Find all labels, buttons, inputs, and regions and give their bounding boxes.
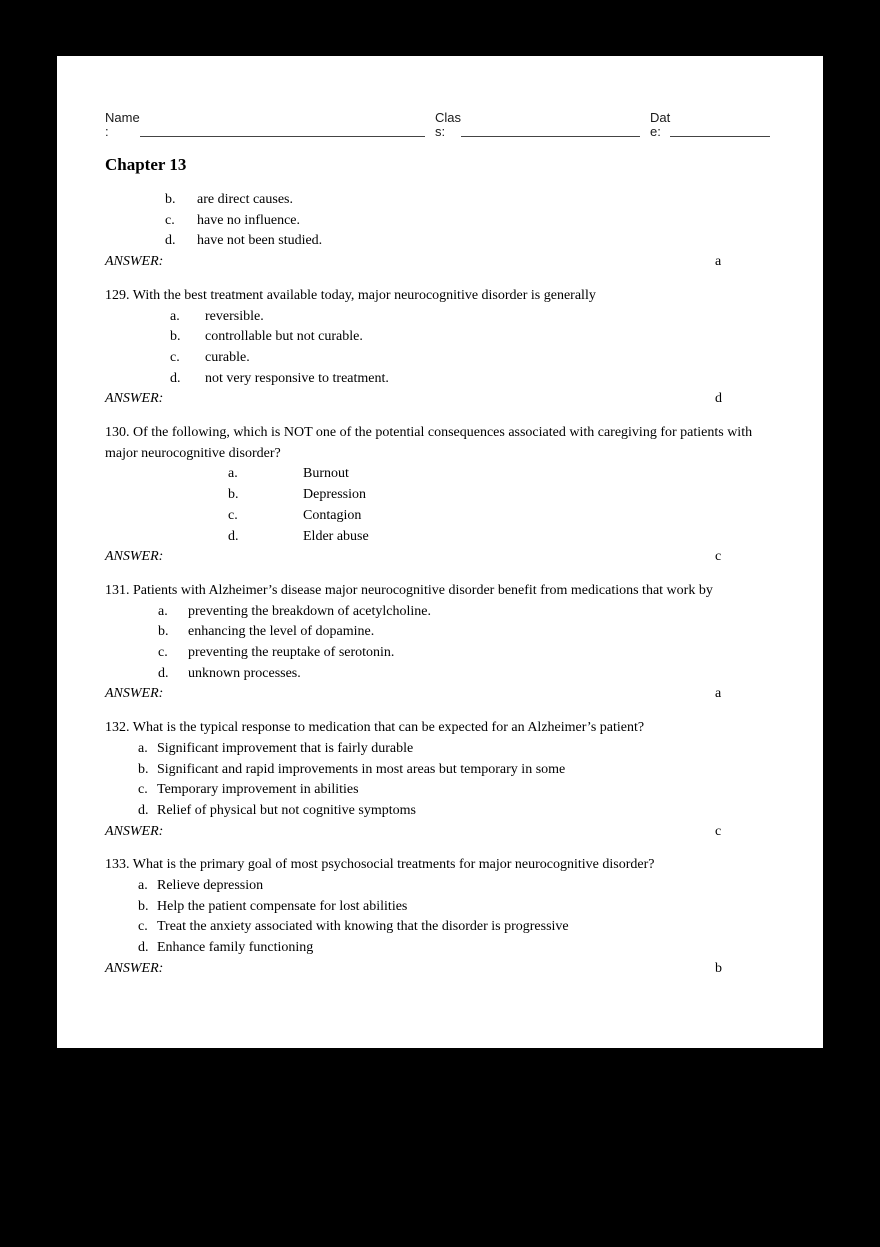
question-stem: 132. What is the typical response to medication that can be expected for an Alzheimer’s patient? <box>105 720 645 736</box>
option-text: have not been studied. <box>197 233 323 249</box>
option-letter: a. <box>170 308 180 324</box>
question-stem: 129. With the best treatment available today, major neurocognitive disorder is generally <box>105 287 596 303</box>
name-label-line2: : <box>105 124 109 139</box>
option-letter: b. <box>158 624 169 640</box>
option-row <box>105 506 775 527</box>
option-row <box>105 348 775 369</box>
date-field <box>650 111 770 139</box>
class-label-line1: Clas <box>435 110 462 125</box>
option-row <box>105 876 775 897</box>
option-text: Contagion <box>303 507 362 523</box>
name-blank-line <box>140 136 425 137</box>
option-row <box>105 897 775 918</box>
answer-value: b <box>715 960 722 976</box>
option-letter: b. <box>165 192 176 207</box>
question-block-133 <box>105 855 775 979</box>
chapter-title: Chapter 13 <box>105 155 187 174</box>
option-letter: b. <box>138 761 149 777</box>
answer-row <box>105 684 775 705</box>
option-row <box>105 739 775 760</box>
option-text: Enhance family functioning <box>157 940 314 956</box>
option-text: Relieve depression <box>157 878 264 894</box>
option-row <box>105 602 775 623</box>
option-text: controllable but not curable. <box>205 329 363 345</box>
option-letter: a. <box>138 878 148 894</box>
option-text: Significant improvement that is fairly durable <box>157 740 414 756</box>
option-text: reversible. <box>205 308 264 324</box>
option-row <box>105 464 775 485</box>
answer-value: a <box>715 254 722 270</box>
option-text: Relief of physical but not cognitive symptoms <box>157 802 416 818</box>
answer-value: c <box>715 823 722 839</box>
option-text: preventing the breakdown of acetylcholine. <box>188 603 431 619</box>
name-label <box>105 111 140 139</box>
option-text: have no influence. <box>197 212 301 228</box>
option-letter: c. <box>165 212 175 228</box>
option-row <box>105 938 775 959</box>
option-text: Burnout <box>303 466 349 482</box>
option-row <box>105 190 775 211</box>
question-stem: 133. What is the primary goal of most psychosocial treatments for major neurocognitive disorder? <box>105 857 655 873</box>
answer-value: c <box>715 549 722 565</box>
option-letter: b. <box>138 898 149 914</box>
question-block-132 <box>105 718 775 842</box>
option-text: not very responsive to treatment. <box>205 370 389 386</box>
option-text: Depression <box>303 487 366 503</box>
question-block-130 <box>105 423 775 568</box>
class-blank-line <box>461 136 640 137</box>
name-label-line1: Name <box>105 110 140 125</box>
option-row <box>105 307 775 328</box>
option-letter: d. <box>165 233 176 249</box>
option-row <box>105 643 775 664</box>
option-row <box>105 211 775 232</box>
date-label <box>650 111 670 139</box>
class-label <box>435 111 461 139</box>
option-letter: d. <box>228 528 239 544</box>
answer-label: ANSWER: <box>105 391 164 407</box>
option-row <box>105 327 775 348</box>
class-field <box>435 111 640 139</box>
option-row <box>105 527 775 548</box>
option-text: preventing the reuptake of serotonin. <box>188 645 395 661</box>
question-stem: 130. Of the following, which is NOT one of the potential consequences associated with caregiving for patients with major neurocognitive disorder? <box>105 425 753 461</box>
answer-label: ANSWER: <box>105 686 164 702</box>
option-text: unknown processes. <box>188 665 301 681</box>
date-label-line1: Dat <box>650 110 671 125</box>
option-text: Elder abuse <box>303 528 369 544</box>
answer-row <box>105 252 775 273</box>
option-text: enhancing the level of dopamine. <box>188 624 375 640</box>
option-letter: d. <box>158 665 169 681</box>
option-letter: d. <box>138 940 149 956</box>
option-text: Help the patient compensate for lost abilities <box>157 898 408 914</box>
question-block-129 <box>105 286 775 410</box>
option-letter: a. <box>158 603 168 619</box>
page-header <box>105 103 775 139</box>
option-text: curable. <box>205 349 250 365</box>
option-letter: c. <box>138 782 148 798</box>
option-letter: c. <box>170 349 180 365</box>
option-row <box>105 622 775 643</box>
answer-row <box>105 547 775 568</box>
option-letter: a. <box>138 740 148 756</box>
option-letter: d. <box>170 370 181 386</box>
option-letter: b. <box>228 487 239 503</box>
option-row <box>105 231 775 252</box>
class-label-line2: s: <box>435 124 446 139</box>
date-blank-line <box>670 136 770 137</box>
option-letter: c. <box>138 919 148 935</box>
answer-label: ANSWER: <box>105 823 164 839</box>
option-row <box>105 369 775 390</box>
option-row <box>105 664 775 685</box>
answer-value: a <box>715 686 722 702</box>
answer-row <box>105 389 775 410</box>
answer-row <box>105 959 775 980</box>
question-block-128 <box>105 190 775 273</box>
option-letter: d. <box>138 802 149 818</box>
answer-value: d <box>715 391 722 407</box>
option-letter: b. <box>170 329 181 345</box>
option-row <box>105 801 775 822</box>
question-block-131 <box>105 581 775 705</box>
option-text: Temporary improvement in abilities <box>157 782 359 798</box>
option-letter: c. <box>228 507 238 523</box>
option-text: are direct causes. <box>197 192 293 207</box>
option-text: Significant and rapid improvements in most areas but temporary in some <box>157 761 566 777</box>
answer-row <box>105 822 775 843</box>
option-letter: a. <box>228 466 238 482</box>
answer-label: ANSWER: <box>105 254 164 270</box>
name-field <box>105 111 425 139</box>
document-page <box>57 56 823 1048</box>
answer-label: ANSWER: <box>105 960 164 976</box>
date-label-line2: e: <box>650 124 661 139</box>
option-row <box>105 780 775 801</box>
question-stem: 131. Patients with Alzheimer’s disease major neurocognitive disorder benefit from medications that work by <box>105 582 713 598</box>
option-row <box>105 917 775 938</box>
option-row <box>105 760 775 781</box>
option-letter: c. <box>158 645 168 661</box>
option-row <box>105 485 775 506</box>
answer-label: ANSWER: <box>105 549 164 565</box>
option-text: Treat the anxiety associated with knowing that the disorder is progressive <box>157 919 569 935</box>
